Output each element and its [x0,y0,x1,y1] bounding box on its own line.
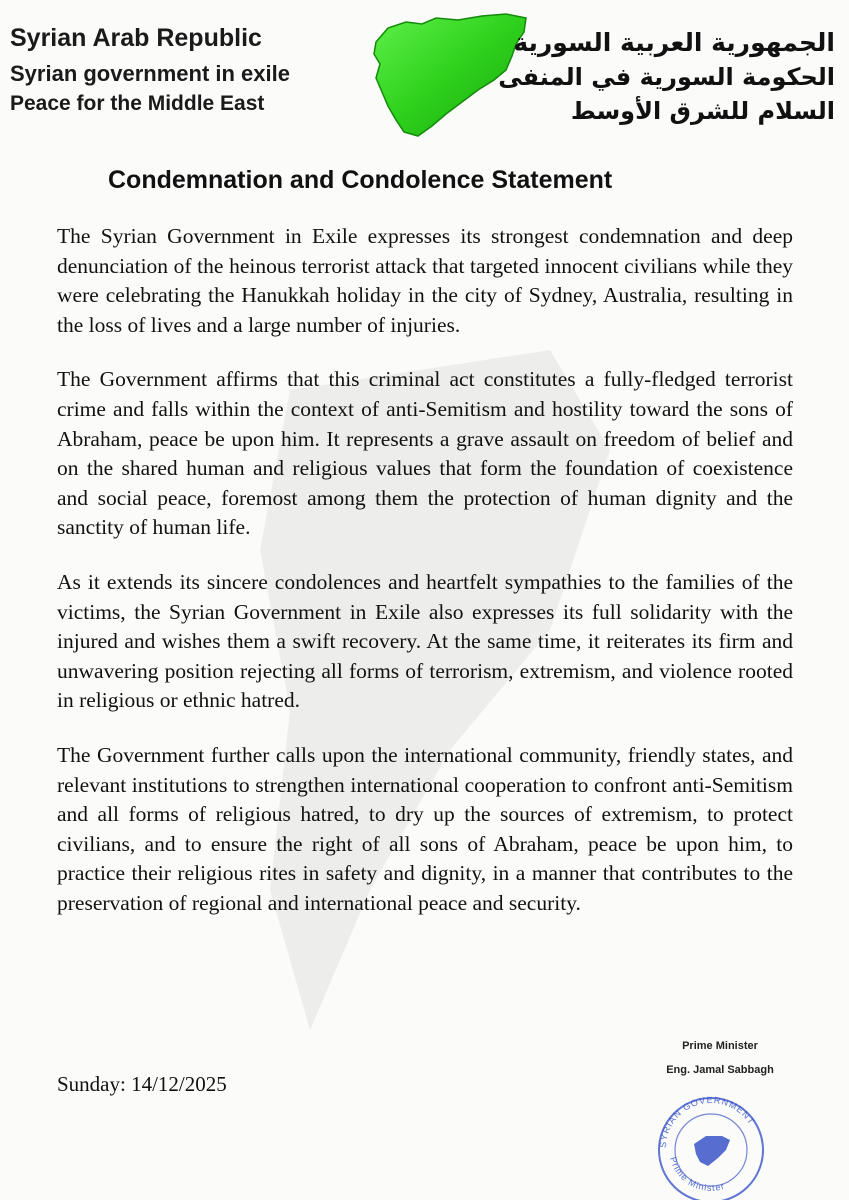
paragraph: The Syrian Government in Exile expresses its strongest condemnation and deep denunciation of the heinous terrorist attack that targeted innocent civilians while they were celebrating the Hanukkah holiday in the city of Sydney, Australia, resulting in the loss of lives and a large number of injuries. [57,224,793,337]
seal-text-top: SYRIAN GOVERNMENT [657,1094,757,1149]
svg-text:Prime Minister [668,1156,726,1193]
letterhead-english [10,24,290,116]
official-seal [650,1092,772,1200]
letterhead-arabic [498,28,835,125]
paragraph: The Government further calls upon the international community, friendly states, and relevant institutions to strengthen international cooperation to confront anti-Semitism and all forms of religious hatred, to dry up the sources of extremism, to protect civilians, and to ensure the right of all sons of Abraham, peace be upon him, to practice their religious rites in safety and dignity, in a manner that contributes to the preservation of regional and international peace and security. [57,742,793,915]
seal-text-bottom: Prime Minister [667,1155,727,1193]
country-name-arabic: الجمهورية العربية السورية [513,28,835,57]
government-name: Syrian government in exile [10,61,290,86]
signature-block [620,1040,820,1076]
document-body [57,222,793,943]
government-name-arabic: الحكومة السورية في المنفى [498,63,835,91]
motto-arabic: السلام للشرق الأوسط [570,97,835,125]
paragraph: The Government affirms that this criminal act constitutes a fully-fledged terrorist crime and falls within the context of anti-Semitism and hostility toward the sons of Abraham, peace be upon him. It represents a grave assault on freedom of belief and on the shared human and religious values that form the foundation of coexistence and social peace, foremost among them the protection of human dignity and the sanctity of human life. [57,367,793,540]
motto: Peace for the Middle East [10,92,265,115]
paragraph: As it extends its sincere condolences and heartfelt sympathies to the families of the victims, the Syrian Government in Exile also expresses its full solidarity with the injured and wishes them a swift recovery. At the same time, it reiterates its firm and unwavering position rejecting all forms of terrorism, extremism, and violence rooted in religious or ethnic hatred. [57,569,793,713]
country-name: Syrian Arab Republic [10,24,262,52]
letterhead [0,0,849,150]
signatory-role: Prime Minister [682,1040,758,1052]
signatory-name: Eng. Jamal Sabbagh [666,1064,774,1076]
document-date: Sunday: 14/12/2025 [57,1072,227,1096]
document-title: Condemnation and Condolence Statement [108,166,613,194]
